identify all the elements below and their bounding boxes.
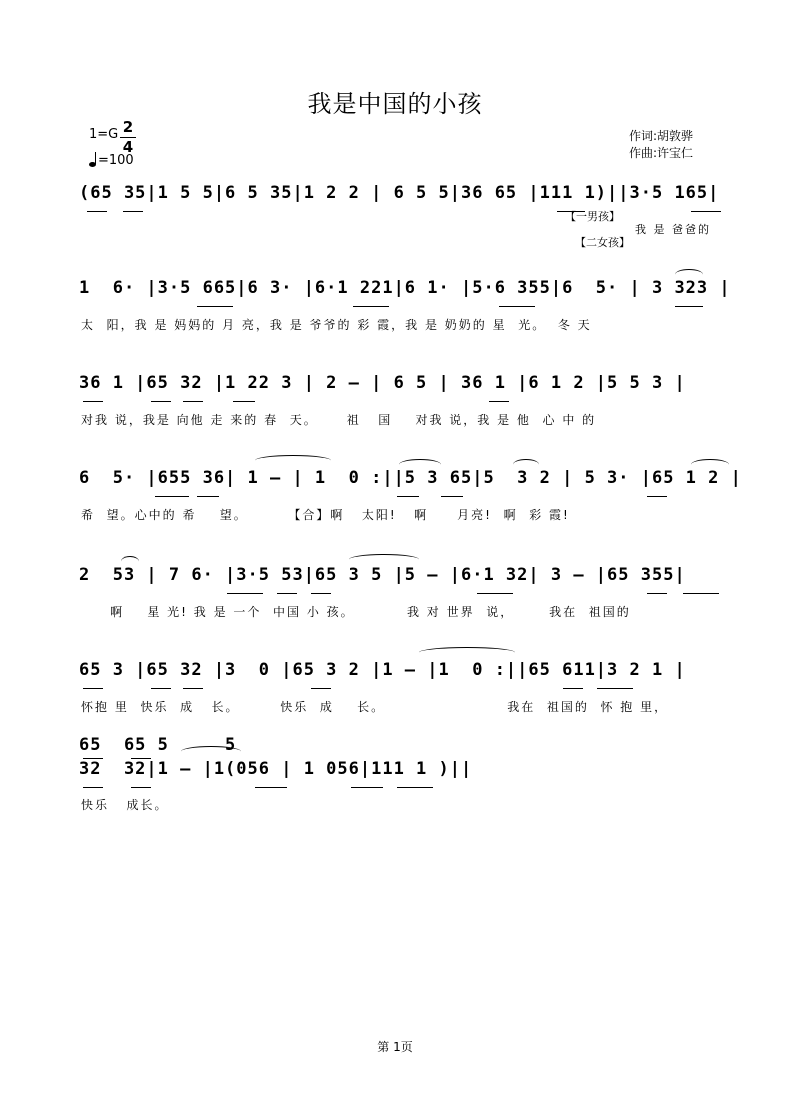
key-signature: 1=G	[89, 127, 119, 142]
male-child-lyrics: 我 是 爸爸的	[635, 223, 711, 236]
notation-row-3: 36 1 |65 32 |1 22 3 | 2 — | 6 5 | 36 1 |6 1 2 |5 5 3 |	[79, 373, 686, 393]
notation-row-7-upper: 65 65 5 5	[79, 735, 237, 755]
lyrics-row-3: 对我 说，我是 向他 走 来的 春 天。 祖 国 对我 说，我 是 他 心 中 的	[81, 413, 597, 427]
lyrics-row-6: 怀抱 里 快乐 成 长。 快乐 成 长。 我在 祖国的 怀 抱 里，	[81, 700, 669, 714]
lyrics-row-4: 希 望。心中的 希 望。 【合】啊 太阳! 啊 月亮! 啊 彩 霞!	[81, 508, 570, 522]
score-row-2	[79, 275, 729, 335]
quarter-note-icon	[89, 162, 96, 167]
notation-row-1: (65 35|1 5 5|6 5 35|1 2 2 | 6 5 5|36 65 |111 1)||3·5 165|	[79, 183, 720, 203]
male-child-label: 【一男孩】	[565, 210, 620, 223]
tempo-value: =100	[98, 153, 134, 168]
composer-credit: 作曲:许宝仁	[629, 146, 694, 160]
lyrics-row-5: 啊 星 光! 我 是 一个 中国 小 孩。 我 对 世界 说， 我在 祖国的	[81, 605, 631, 619]
score-row-5	[79, 562, 729, 622]
score-row-4	[79, 465, 742, 525]
score-row-1	[79, 180, 729, 250]
time-signature-top: 2	[122, 118, 134, 136]
time-signature-bottom: 4	[122, 138, 134, 156]
time-signature	[120, 119, 136, 156]
song-title: 我是中国的小孩	[307, 90, 483, 118]
female-child-label: 【二女孩】	[575, 236, 630, 249]
score-row-7	[79, 732, 729, 822]
notation-row-2: 1 6· |3·5 665|6 3· |6·1 221|6 1· |5·6 355|6 5· | 3 323 |	[79, 278, 731, 298]
score-row-3	[79, 370, 729, 430]
tempo-marking	[89, 153, 134, 168]
notation-row-7: 32 32|1 — |1(056 | 1 056|111 1 )||	[79, 759, 473, 779]
notation-row-5: 2 53 | 7 6· |3·5 53|65 3 5 |5 — |6·1 32| 3 — |65 355|	[79, 565, 686, 585]
notation-row-4: 6 5· |655 36| 1 — | 1 0 :||5 3 65|5 3 2 | 5 3· |65 1 2 |	[79, 468, 742, 488]
lyricist-credit: 作词:胡敦骅	[629, 129, 694, 143]
lyrics-row-2: 太 阳，我 是 妈妈的 月 亮，我 是 爷爷的 彩 霞，我 是 奶奶的 星 光。 冬 天	[81, 318, 592, 332]
score-row-6	[79, 657, 729, 717]
lyrics-row-7: 快乐 成长。	[81, 798, 169, 812]
notation-row-6: 65 3 |65 32 |3 0 |65 3 2 |1 — |1 0 :||65 611|3 2 1 |	[79, 660, 686, 680]
page-number: 第 1页	[377, 1040, 413, 1054]
